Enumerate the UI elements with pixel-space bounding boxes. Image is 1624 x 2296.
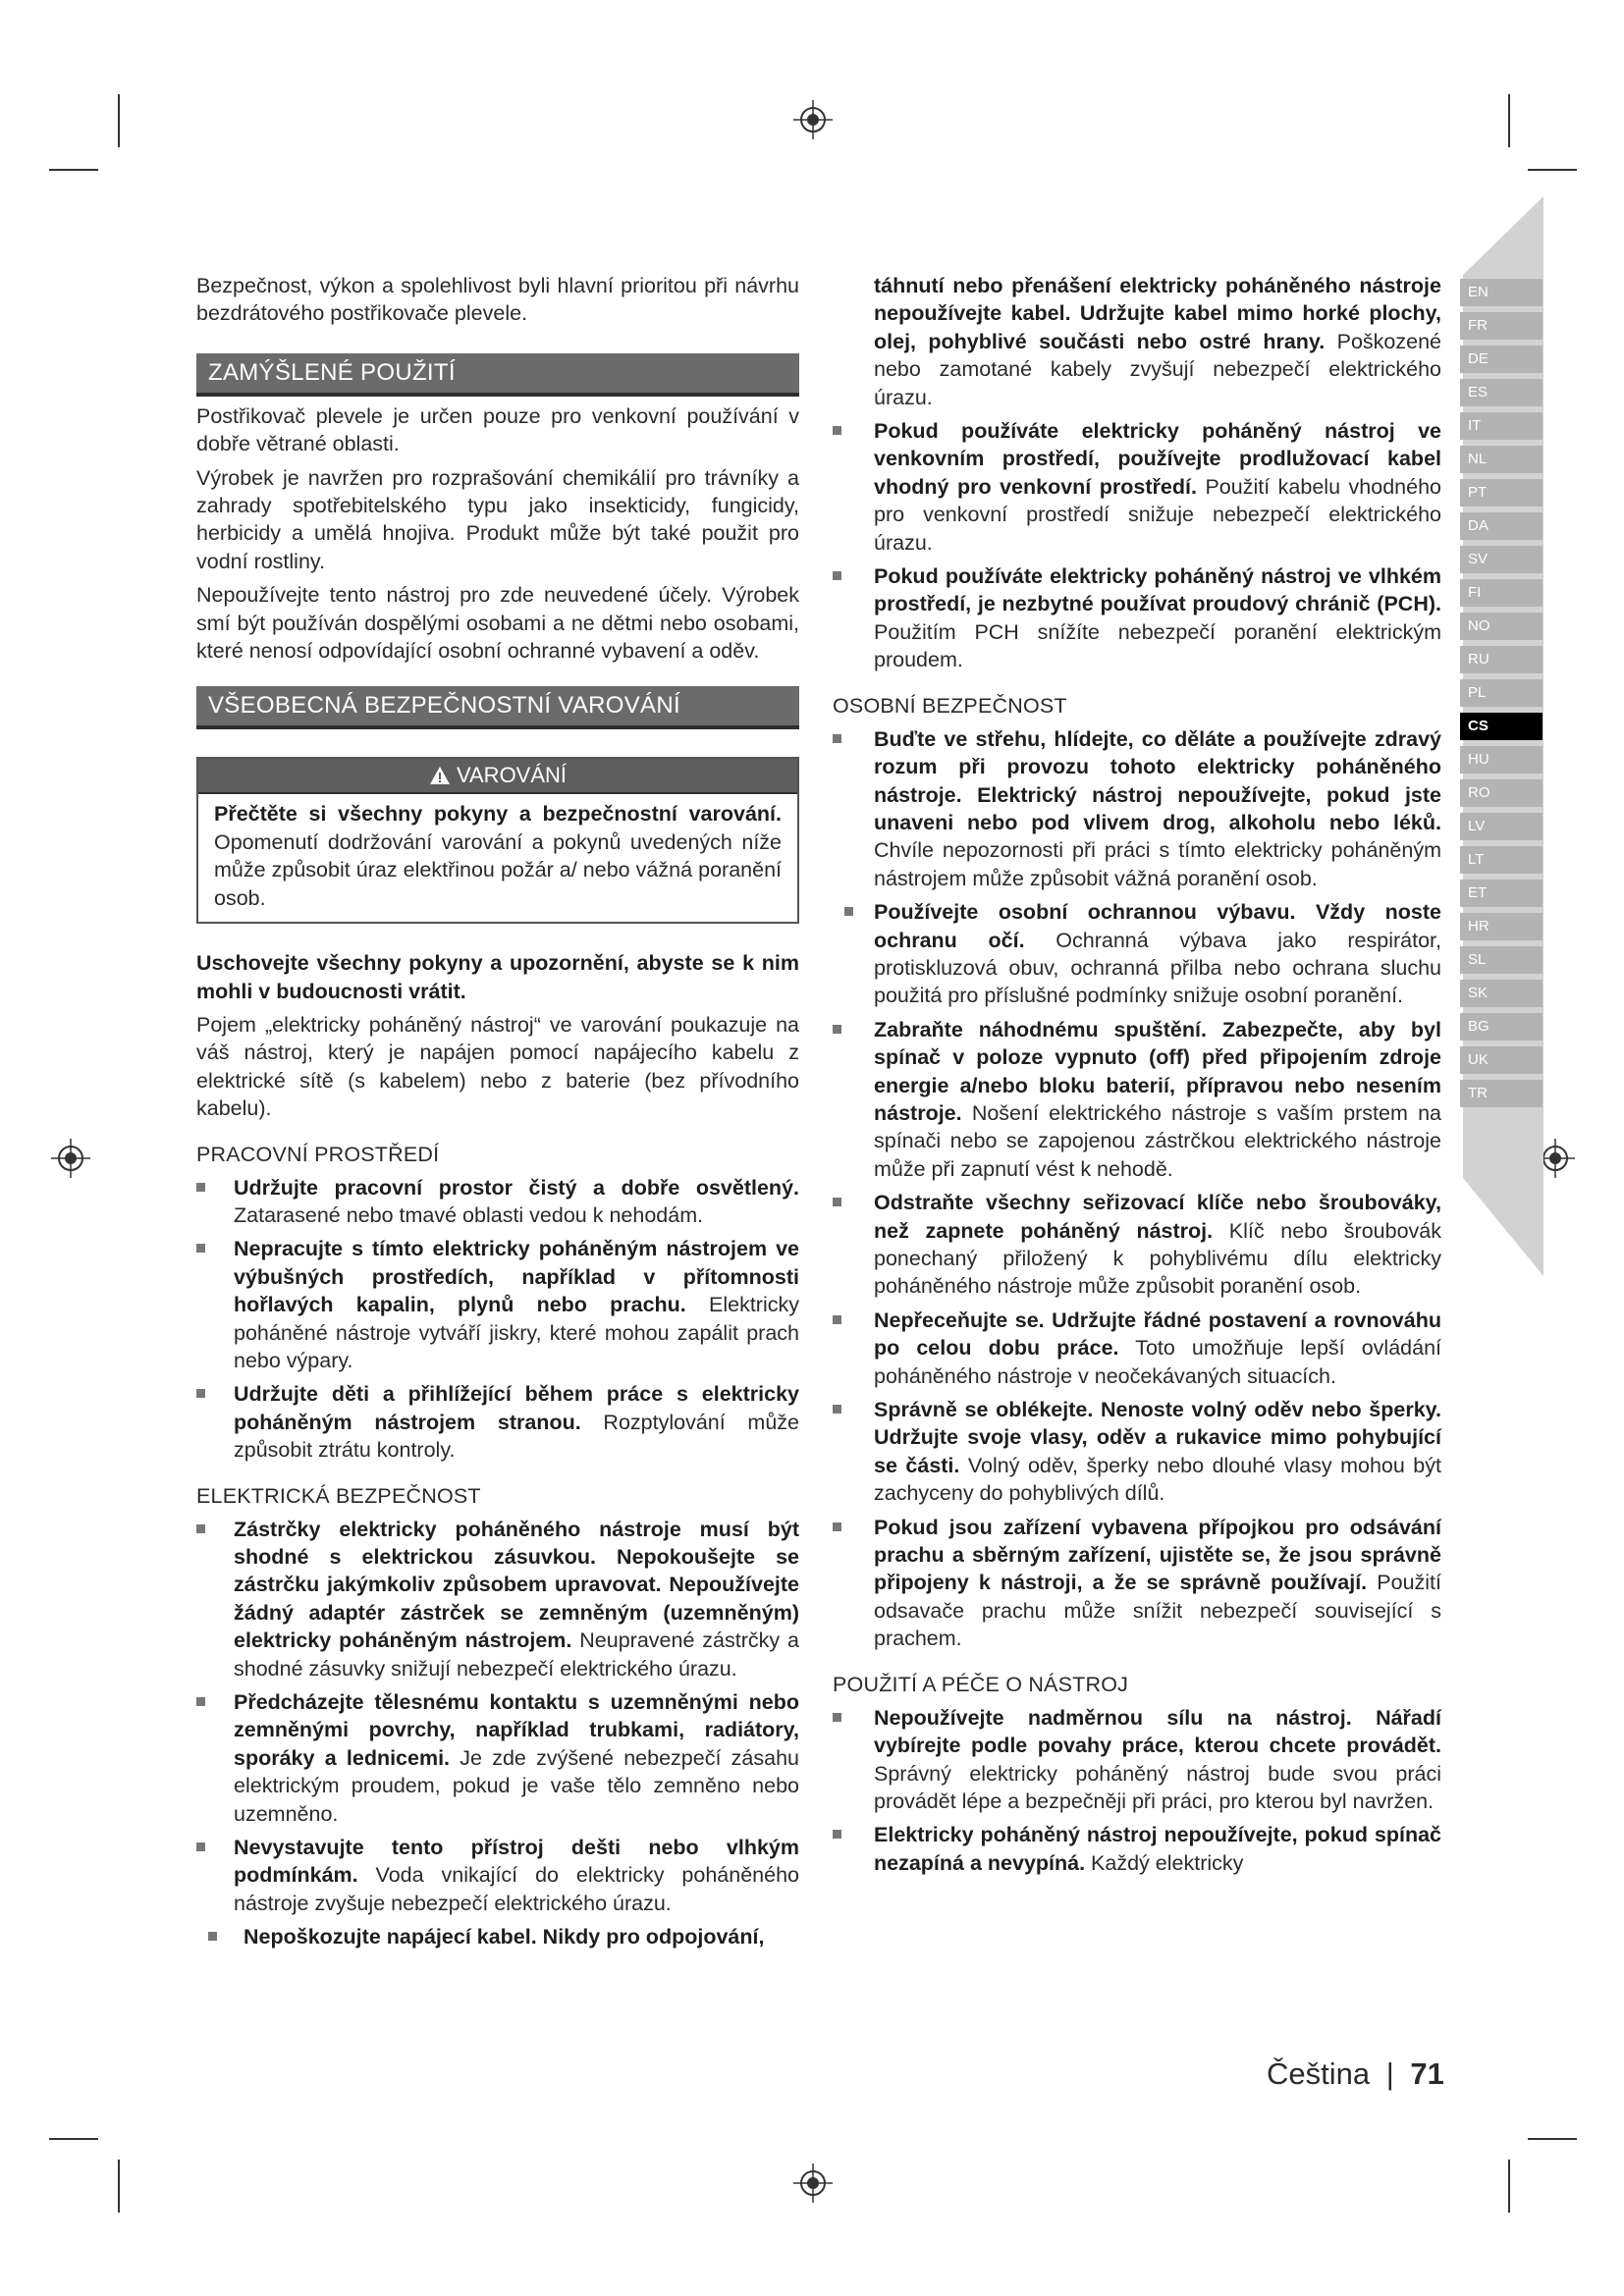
registration-mark-icon [793,100,833,139]
tab-es[interactable]: ES [1460,379,1543,406]
subheading-work-area: PRACOVNÍ PROSTŘEDÍ [196,1142,440,1166]
work-area-list [196,1174,799,1465]
tab-lt[interactable]: LT [1460,846,1543,874]
subheading-personal-safety: OSOBNÍ BEZPEČNOST [833,693,1067,718]
tab-lv[interactable]: LV [1460,813,1543,840]
tab-sv[interactable]: SV [1460,546,1543,573]
intended-use-paragraph: Výrobek je navržen pro rozprašování chemikálií pro trávníky a zahrady spotřebitelského typu jako insekticidy, fungicidy, herbicidy a umělá hnojiva. Produkt může být také použit pro vodní rostliny. [196,465,799,573]
list-item: Pokud jsou zařízení vybavena přípojkou pro odsávání prachu a sběrným zařízení, ujistěte se, že jsou správně připojeny k nástroji, a že se správně používají. Použití odsavače prachu může snížit nebezpečí související s prachem. [833,1514,1441,1653]
footer-language: Čeština [1267,2056,1371,2091]
language-tabs [1460,279,1543,1113]
tab-sl[interactable]: SL [1460,946,1543,974]
crop-mark [49,169,98,171]
left-column [196,272,799,1957]
registration-mark-icon [793,2163,833,2203]
crop-mark [118,2160,120,2213]
tab-ro[interactable]: RO [1460,779,1543,807]
warning-text: Opomenutí dodržování varování a pokynů uvedených níže může způsobit úraz elektřinou požár a/ nebo vážná poranění osob. [214,829,782,910]
list-item: Nepoškozujte napájecí kabel. Nikdy pro odpojování, [196,1923,799,1950]
list-item: Pokud používáte elektricky poháněný nástroj ve vlhkém prostředí, je nezbytné používat proudový chránič (PCH). Použitím PCH snížíte nebezpečí poranění elektrickým proudem. [833,562,1441,674]
tab-tr[interactable]: TR [1460,1080,1543,1107]
list-item: Nepřeceňujte se. Udržujte řádné postavení a rovnováhu po celou dobu práce. Toto umožňuje lepší ovládání poháněného nástroje v neočekávaných situacích. [833,1307,1441,1390]
intended-use-paragraph: Postřikovač plevele je určen pouze pro venkovní používání v dobře větrané oblasti. [196,403,799,456]
crop-mark [1508,94,1510,147]
list-item: Nevystavujte tento přístroj dešti nebo vlhkým podmínkám. Voda vnikající do elektricky poháněného nástroje zvyšuje nebezpečí elektrického úrazu. [196,1834,799,1917]
tab-sk[interactable]: SK [1460,980,1543,1007]
warning-title: VAROVÁNÍ [456,763,568,788]
list-item: Správně se oblékejte. Nenoste volný oděv nebo šperky. Udržujte svoje vlasy, oděv a rukavice mimo pohybující se části. Volný oděv, šperky nebo dlouhé vlasy mohou být zachyceny do pohyblivých dílů. [833,1396,1441,1508]
tab-et[interactable]: ET [1460,880,1543,907]
list-item: Nepoužívejte nadměrnou sílu na nástroj. Nářadí vybírejte podle povahy práce, kterou chcete provádět. Správný elektricky poháněný nástroj bude svou práci provádět lépe a bezpečněji při práci, pro kterou byl navržen. [833,1704,1441,1816]
intended-use-paragraph: Nepoužívejte tento nástroj pro zde neuvedené účely. Výrobek smí být používán dospělými osobami a ne dětmi nebo osobami, které nenosí odpovídající osobní ochranné vybavení a oděv. [196,583,799,664]
registration-mark-icon [51,1139,90,1178]
list-item: Buďte ve střehu, hlídejte, co děláte a používejte zdravý rozum při provozu tohoto elektricky poháněného nástroje. Elektrický nástroj nepoužívejte, pokud jste unaveni nebo pod vlivem drog, alkoholu nebo léků. Chvíle nepozornosti při práci s tímto elektricky poháněným nástrojem může způsobit vážná poranění osob. [833,725,1441,892]
tab-nl[interactable]: NL [1460,446,1543,473]
tab-no[interactable]: NO [1460,613,1543,640]
tab-uk[interactable]: UK [1460,1046,1543,1074]
crop-mark [118,94,120,147]
warning-bold: Přečtěte si všechny pokyny a bezpečnostní varování. [214,802,782,827]
list-item: Udržujte děti a přihlížející během práce s elektricky poháněným nástrojem stranou. Rozptylování může způsobit ztrátu kontroly. [196,1380,799,1464]
crop-mark [1528,169,1577,171]
list-item: Pokud používáte elektricky poháněný nástroj ve venkovním prostředí, používejte prodlužovací kabel vhodný pro venkovní prostředí. Použití kabelu vhodného pro venkovní prostředí snižuje nebezpečí elektrického úrazu. [833,417,1441,557]
tab-pt[interactable]: PT [1460,479,1543,507]
tab-hu[interactable]: HU [1460,746,1543,774]
electrical-safety-list-continued [833,417,1441,674]
section-heading-intended-use: ZAMÝŠLENÉ POUŽITÍ [196,353,799,397]
electrical-safety-list [196,1516,799,1951]
footer-separator: | [1385,2056,1394,2091]
term-definition: Pojem „elektricky poháněný nástroj“ ve varování poukazuje na váš nástroj, který je napájen pomocí napájecího kabelu z elektrické sítě (s kabelem) nebo z baterie (bez přívodního kabelu). [196,1012,799,1121]
list-item: Odstraňte všechny seřizovací klíče nebo šroubováky, než zapnete poháněný nástroj. Klíč nebo šroubovák ponechaný přiložený k pohyblivému dílu elektricky poháněného nástroje může způsobit poranění osob. [833,1189,1441,1301]
tab-de[interactable]: DE [1460,346,1543,373]
tab-ru[interactable]: RU [1460,646,1543,673]
keep-instructions: Uschovejte všechny pokyny a upozornění, abyste se k nim mohli v budoucnosti vrátit. [196,951,799,1003]
section-heading-general-warnings: VŠEOBECNÁ BEZPEČNOSTNÍ VAROVÁNÍ [196,686,799,729]
page-number: 71 [1410,2056,1444,2091]
warning-box [196,757,799,924]
tab-cs[interactable]: CS [1460,713,1543,740]
tool-use-list [833,1704,1441,1877]
warning-box-body [198,794,797,922]
list-item: Zabraňte náhodnému spuštění. Zabezpečte, aby byl spínač v poloze vypnuto (off) před připojením zdroje energie a/nebo bloku baterií, přípravou nebo nesením nástroje. Nošení elektrického nástroje s vaším prstem na spínači nebo se zapojenou zástrčkou elektrického nástroje může při zapnutí vést k nehodě. [833,1016,1441,1183]
list-item: Nepracujte s tímto elektricky poháněným nástrojem ve výbušných prostředích, například v přítomnosti hořlavých kapalin, plynů nebo prachu. Elektricky poháněné nástroje vytváří jiskry, které mohou zapálit prach nebo výpary. [196,1235,799,1374]
intro-text: Bezpečnost, výkon a spolehlivost byli hlavní prioritou při návrhu bezdrátového postřikovače plevele. [196,274,799,326]
crop-mark [49,2138,98,2140]
right-column [833,272,1441,1883]
crop-mark [1508,2160,1510,2213]
tab-it[interactable]: IT [1460,412,1543,440]
list-item: Udržujte pracovní prostor čistý a dobře osvětlený. Zatarasené nebo tmavé oblasti vedou k nehodám. [196,1174,799,1230]
warning-box-header [198,759,797,794]
tab-hr[interactable]: HR [1460,913,1543,940]
continuation-paragraph: táhnutí nebo přenášení elektricky poháněného nástroje nepoužívejte kabel. Udržujte kabel mimo horké plochy, olej, pohyblivé součásti nebo ostré hrany. Poškozené nebo zamotané kabely zvyšují nebezpečí elektrického úrazu. [874,274,1442,409]
crop-mark [1528,2138,1577,2140]
list-item: Používejte osobní ochrannou výbavu. Vždy noste ochranu očí. Ochranná výbava jako respirátor, protiskluzová obuv, ochranná přilba nebo ochrana sluchu použitá pro příslušné podmínky snižuje osobní poranění. [833,898,1441,1010]
page-footer [1267,2056,1444,2092]
list-item: Elektricky poháněný nástroj nepoužívejte, pokud spínač nezapíná a nevypíná. Každý elektricky [833,1821,1441,1877]
personal-safety-list [833,725,1441,1653]
tab-en[interactable]: EN [1460,279,1543,306]
list-item: Předcházejte tělesnému kontaktu s uzemněnými nebo zemněnými povrchy, například trubkami, radiátory, sporáky a lednicemi. Je zde zvýšené nebezpečí zásahu elektrickým proudem, pokud je vaše tělo zemněno nebo uzemněno. [196,1688,799,1828]
list-item: Zástrčky elektricky poháněného nástroje musí být shodné s elektrickou zásuvkou. Nepokoušejte se zástrčku jakýmkoliv způsobem upravovat. Nepoužívejte žádný adaptér zástrček se zemněným (uzemněným) elektricky poháněným nástrojem. Neupravené zástrčky a shodné zásuvky snižují nebezpečí elektrického úrazu. [196,1516,799,1682]
subheading-electrical-safety: ELEKTRICKÁ BEZPEČNOST [196,1483,481,1508]
tab-pl[interactable]: PL [1460,679,1543,707]
tab-da[interactable]: DA [1460,512,1543,540]
subheading-tool-use: POUŽITÍ A PÉČE O NÁSTROJ [833,1672,1129,1696]
tab-fi[interactable]: FI [1460,579,1543,607]
tab-bg[interactable]: BG [1460,1013,1543,1041]
warning-triangle-icon [429,766,451,785]
tab-fr[interactable]: FR [1460,312,1543,340]
